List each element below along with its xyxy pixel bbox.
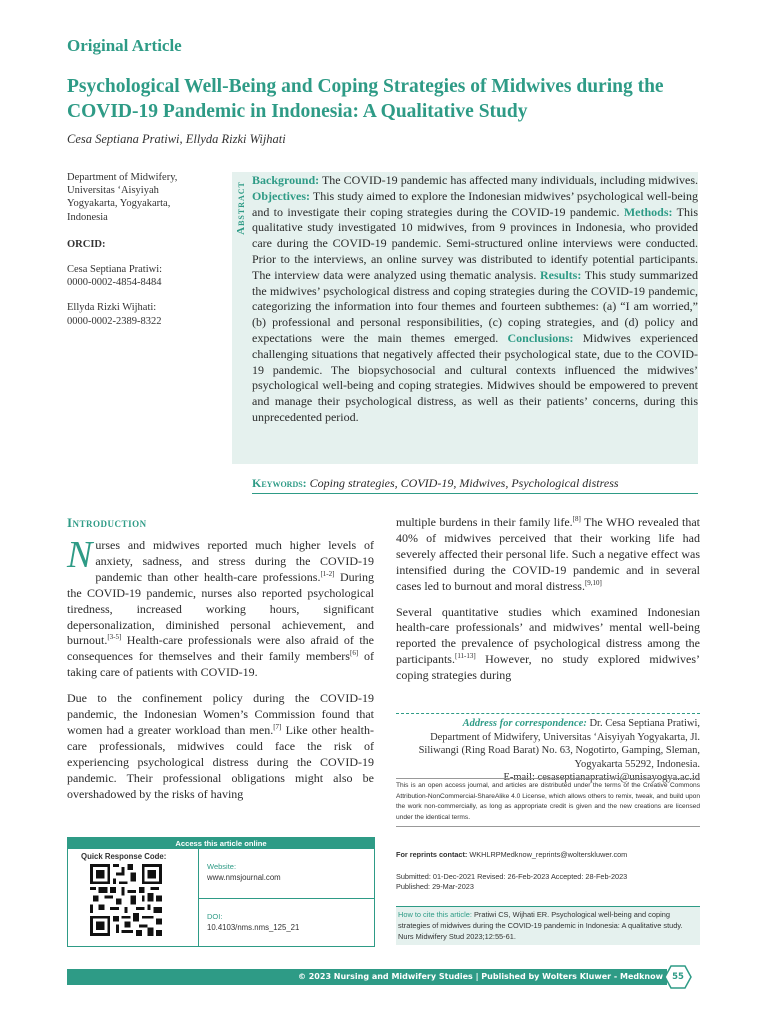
introduction-heading: Introduction xyxy=(67,515,147,530)
access-title: Access this article online xyxy=(68,838,374,849)
orcid-1-id[interactable]: 0000-0002-4854-8484 xyxy=(67,277,162,289)
abstract-text xyxy=(252,173,698,426)
affiliation-city: Yogyakarta, Yogyakarta, xyxy=(67,198,171,210)
citation-ref[interactable]: [9,10] xyxy=(584,578,602,587)
intro-text: urses and midwives reported much higher levels of anxiety, sadness, and stress during the COVID-19 pandemic than other health-care professions. xyxy=(95,538,374,584)
intro-text: However, no study explored midwives’ coping strategies during xyxy=(396,652,700,683)
intro-paragraph-2 xyxy=(67,691,374,802)
correspondence-address-3: Yogyakarta 55292, Indonesia. xyxy=(574,758,700,770)
methods-text: This qualitative study investigated 10 midwives, from 9 provinces in Indonesia, who provided care during the COVID-19 pandemic. Semi-structured online interviews were conducted. Prior to the interviews, an online survey was distributed to identify potential participants. The interview data were analyzed using thematic analysis. xyxy=(252,204,698,282)
citation-ref[interactable]: [1-2] xyxy=(320,569,335,578)
article-type: Original Article xyxy=(67,36,182,55)
left-column xyxy=(67,534,374,813)
citation-ref[interactable]: [6] xyxy=(349,649,359,658)
qr-code-icon[interactable] xyxy=(90,864,162,936)
access-online-box xyxy=(67,837,375,947)
intro-text: Health-care professionals were also afraid of the consequences for themselves and their family members xyxy=(67,633,374,664)
dates-line-1: Submitted: 01-Dec-2021 Revised: 26-Feb-2023 Accepted: 28-Feb-2023 xyxy=(396,872,628,881)
citation-ref[interactable]: [11-13] xyxy=(454,652,476,661)
reprints-contact xyxy=(396,850,700,860)
orcid-2-id[interactable]: 0000-0002-2389-8322 xyxy=(67,315,162,327)
open-access-notice: This is an open access journal, and articles are distributed under the terms of the Creative Commons Attribution-NonCommercial-ShareAlike 4.0 License, which allows others to remix, tweak, and build upon the work non-commercially, as long as appropriate credit is given and the new creations are licensed under the identical terms. xyxy=(396,778,700,827)
doi-label: DOI: xyxy=(207,912,223,921)
keywords-value: Coping strategies, COVID-19, Midwives, Psychological distress xyxy=(309,476,619,490)
keywords-rule xyxy=(252,493,698,494)
orcid-2-name: Ellyda Rizki Wijhati: xyxy=(67,302,157,314)
intro-paragraph-4 xyxy=(396,605,700,685)
results-text: This study summarized the midwives’ psychological distress and coping strategies during the COVID-19 pandemic, categorizing the information into four themes and fourteen subthemes: (a) “I am worried,” (b) professional and personal responsibilities, (c) coping strategies, and (d) policy and expectations were the main themes emerged. xyxy=(252,267,699,345)
intro-text: Like other health-care professionals, midwives could face the risk of experiencing psychological distress during the COVID-19 pandemic. Their professional obligations might also be overshadowed by the risks of having xyxy=(67,722,374,801)
cite-label: How to cite this article: xyxy=(398,910,472,919)
correspondence-address-1: Department of Midwifery, Universitas ‘Aisyiyah Yogyakarta, Jl. xyxy=(430,731,700,743)
correspondence-address-2: Siliwangi (Ring Road Barat) No. 63, Nogotirto, Gamping, Sleman, xyxy=(418,745,700,756)
article-dates xyxy=(396,872,700,892)
reprints-email[interactable]: WKHLRPMedknow_reprints@wolterskluwer.com xyxy=(467,850,628,859)
page-number: 55 xyxy=(672,972,684,982)
footer-text: © 2023 Nursing and Midwifery Studies | Published by Wolters Kluwer - Medknow xyxy=(297,972,663,981)
intro-text: The WHO revealed that 40% of midwives perceived that their working life had severely affected their personal life. Such a negative effect was intensified during the COVID-19 pandemic and in several cases led to burnout and moral distress. xyxy=(396,515,700,593)
article-title: Psychological Well-Being and Coping Strategies of Midwives during the COVID-19 Pandemic in Indonesia: A Qualitative Study xyxy=(67,76,664,122)
results-label: Results: xyxy=(539,267,582,282)
right-column xyxy=(396,515,700,694)
keywords-label: Keywords: xyxy=(252,476,307,490)
affiliation-dept: Department of Midwifery, xyxy=(67,172,178,183)
background-text: The COVID-19 pandemic has affected many individuals, including midwives. xyxy=(319,173,698,187)
abstract-label-text: Abstract xyxy=(235,181,247,235)
footer-bar xyxy=(67,969,667,985)
background-label: Background: xyxy=(252,173,320,187)
citation-ref[interactable]: [7] xyxy=(273,722,282,731)
affiliation-block xyxy=(67,171,232,328)
intro-text: Due to the confinement policy during the COVID-19 pandemic, the Indonesian Women’s Commission found that women had a greater workload than men. xyxy=(67,691,374,737)
intro-text: of taking care of patients with COVID-19. xyxy=(67,649,374,680)
correspondence-block xyxy=(396,713,700,785)
abstract-label xyxy=(232,176,250,246)
correspondence-label: Address for correspondence: xyxy=(462,718,587,729)
orcid-label: ORCID: xyxy=(67,238,106,250)
affiliation-univ: Universitas ‘Aisyiyah xyxy=(67,185,159,197)
intro-paragraph-3 xyxy=(396,515,700,595)
correspondence-email[interactable]: E-mail: cesaseptianapratiwi@unisayogya.ac.id xyxy=(503,772,700,783)
website-label: Website: xyxy=(207,862,237,871)
objectives-text: This study aimed to explore the Indonesian midwives’ psychological well-being and to investigate their coping strategies during the COVID-19 pandemic. xyxy=(252,188,698,219)
dates-line-2: Published: 29-Mar-2023 xyxy=(396,882,474,891)
box-divider-horizontal xyxy=(198,898,374,899)
correspondence-first-line xyxy=(396,717,700,731)
author-list: Cesa Septiana Pratiwi, Ellyda Rizki Wijhati xyxy=(67,132,286,146)
correspondence-name: Dr. Cesa Septiana Pratiwi, xyxy=(586,718,700,729)
affiliation-country: Indonesia xyxy=(67,211,108,223)
intro-text: Several quantitative studies which examined Indonesian health-care professionals’ and midwives’ mental well-being reported the prevalence of psychological distress among the participants. xyxy=(396,604,700,667)
reprints-label: For reprints contact: xyxy=(396,850,468,859)
qr-label: Quick Response Code: xyxy=(81,852,167,861)
orcid-1-name: Cesa Septiana Pratiwi: xyxy=(67,264,163,276)
intro-text: During the COVID-19 pandemic, nurses also reported psychological tiredness, increased working hours, significant depersonalization, diminished personal achievement, and burnout. xyxy=(67,569,374,648)
website-link[interactable]: www.nmsjournal.com xyxy=(207,873,281,882)
objectives-label: Objectives: xyxy=(252,188,310,203)
citation-ref[interactable]: [3-5] xyxy=(107,633,122,642)
drop-cap: N xyxy=(67,534,93,576)
how-to-cite xyxy=(396,906,700,945)
intro-paragraph-1 xyxy=(67,534,374,681)
methods-label: Methods: xyxy=(623,204,673,219)
conclusions-text: Midwives experienced challenging situations that negatively affected their psychological state, due to the COVID-19 pandemic. The biopsychosocial and cultural contexts influenced the midwives’ psychological well-being and coping strategies. Midwives should be empowered to prevent and manage their psychological distress, as well as their patients’ concerns, during this unprecedented period. xyxy=(252,330,698,424)
doi-link[interactable]: 10.4103/nms.nms_125_21 xyxy=(207,923,300,932)
keywords xyxy=(252,476,698,491)
cite-text: Pratiwi CS, Wijhati ER. Psychological well-being and coping strategies of midwives during the COVID-19 pandemic in Indonesia: A qualitative study. Nurs Midwifery Stud 2023;12:55-61. xyxy=(398,910,683,941)
conclusions-label: Conclusions: xyxy=(507,330,574,345)
citation-ref[interactable]: [8] xyxy=(572,515,581,523)
intro-text: multiple burdens in their family life. xyxy=(396,515,573,529)
